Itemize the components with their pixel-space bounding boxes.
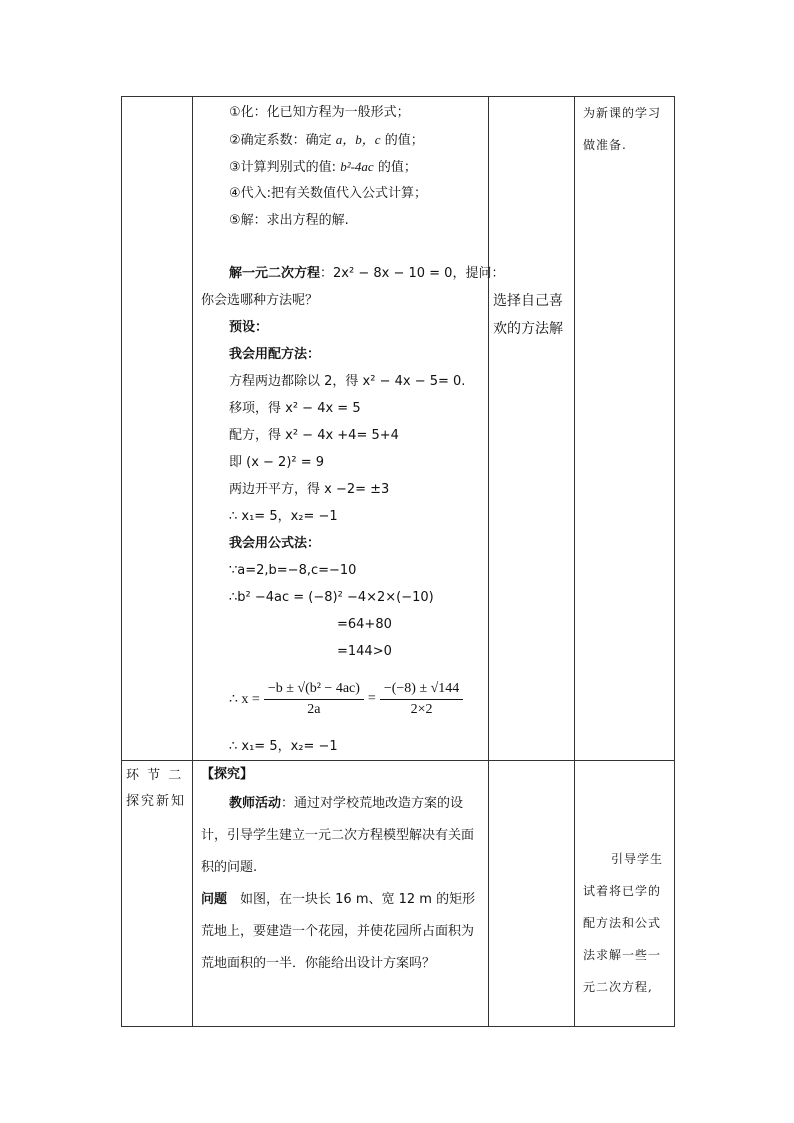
student-activity-cell [489,761,575,1027]
step-5: ⑤解：求出方程的解. [229,213,349,228]
design-intent-text: 引导学生试着将已学的配方法和公式法求解一些一元二次方程, [583,852,664,994]
m1-line: 两边开平方，得 x −2= ±3 [229,482,390,497]
method2-title: 我会用公式法： [229,536,321,551]
design-intent-cell [575,761,675,1027]
stage-cell [122,761,193,1027]
m1-line: 即 (x − 2)² = 9 [229,455,325,470]
table-row [122,761,675,1027]
stage-cell [122,97,193,761]
question-line-2: 你会选哪种方法呢？ [201,293,319,308]
m2-final: ∴ x₁= 5，x₂= −1 [229,739,338,754]
m2-line: ∴b² −4ac = (−8)² −4×2×(−10) [229,590,434,605]
question-line: 解一元二次方程：2x² − 8x − 10 = 0，提问： [229,266,505,281]
table-row [122,97,675,761]
method1-title: 我会用配方法： [229,347,321,362]
m1-line: 方程两边都除以 2，得 x² − 4x − 5= 0. [229,374,466,389]
content-cell [193,97,505,761]
problem-statement: 问题 如图，在一块长 16 m、宽 12 m 的矩形荒地上，要建造一个花园，并使花园所占面积为荒地面积的一半．你能给出设计方案吗？ [201,892,476,971]
step-3: ③计算判别式的值: b²-4ac 的值； [229,159,417,175]
m1-line: 配方，得 x² − 4x +4= 5+4 [229,428,399,443]
design-intent-cell [575,97,675,761]
m2-line: =64+80 [337,617,392,632]
explore-heading: 【探究】 [201,767,254,782]
content-cell [193,761,489,1027]
quadratic-formula: ∴ x = $\frac{\text{−b ± √(b² − 4ac)}}{2a}$ = $\frac{-(-8) \pm √144}{2\times 2}$ [193,665,488,733]
lesson-plan-table [121,96,674,1027]
step-4: ④代入:把有关数值代入公式计算； [229,186,428,201]
step-2: ②确定系数：确定 a，b，c 的值； [229,132,424,148]
preset-label: 预设： [229,320,269,335]
m1-line: 移项，得 x² − 4x = 5 [229,401,361,416]
step-1: ①化：化已知方程为一般形式； [229,105,410,120]
student-activity-cell [489,97,575,761]
m1-line: ∴ x₁= 5，x₂= −1 [229,509,338,524]
design-intent-text: 为新课的学习做准备. [583,106,662,152]
m2-line: =144>0 [337,644,392,659]
student-activity-text: 选择自己喜欢的方法解 [493,293,563,337]
m2-line: ∵a=2,b=−8,c=−10 [229,563,357,578]
teacher-activity: 教师活动：通过对学校荒地改造方案的设计，引导学生建立一元二次方程模型解决有关面积的问题. [201,796,475,875]
stage-label: 环 节 二 探究新知 [126,768,187,809]
